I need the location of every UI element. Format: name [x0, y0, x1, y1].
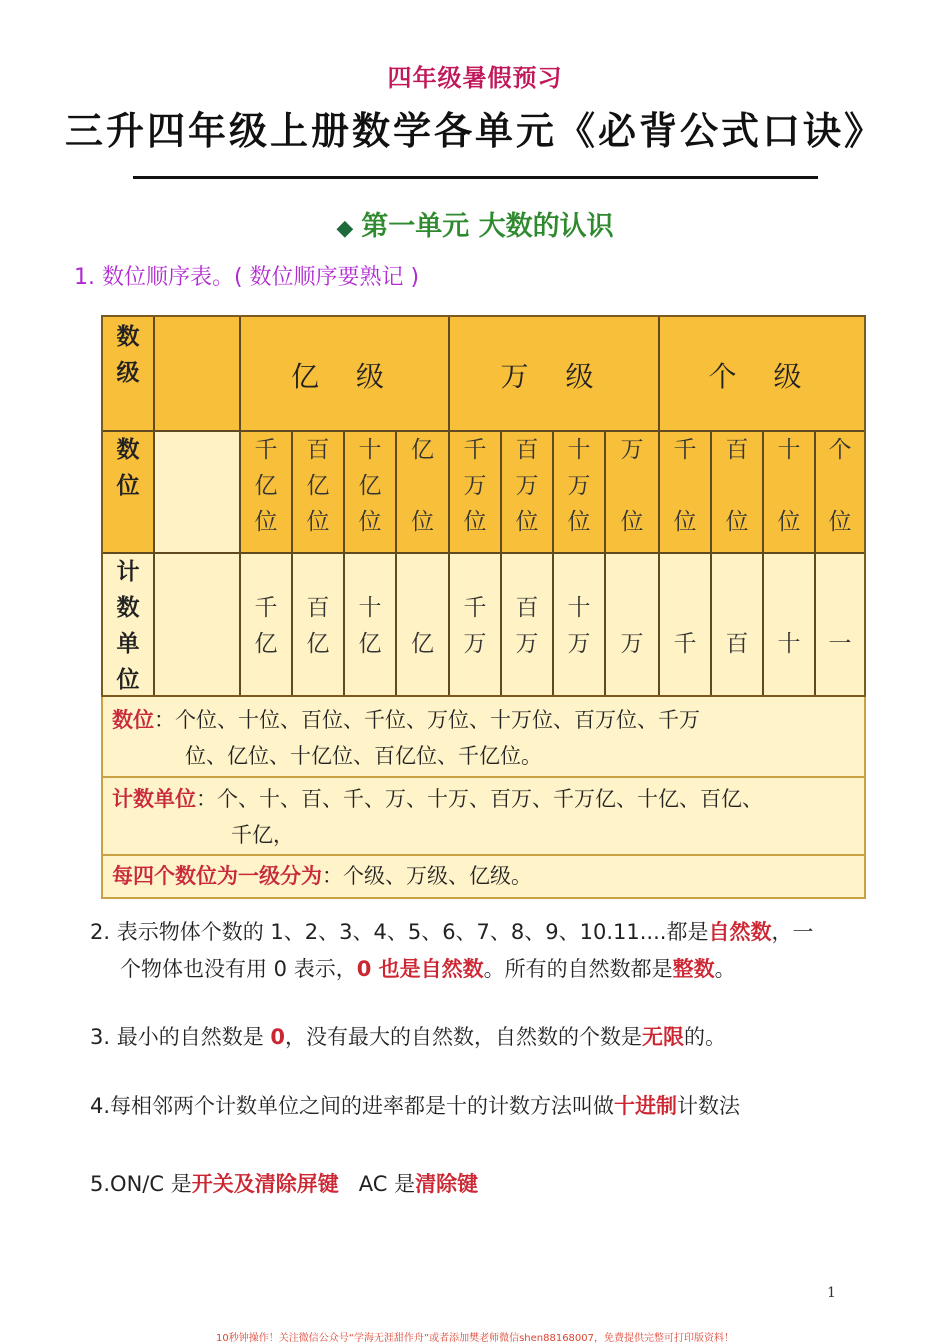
para-5: [90, 1168, 478, 1198]
place-cell: [293, 432, 345, 554]
row-label-place-cell: [103, 432, 155, 554]
note-unit: [103, 778, 864, 856]
place-value-table: [101, 315, 866, 697]
para-4-highlight: 十进制: [614, 1094, 678, 1118]
note-group-label: 每四个数位为一级分为: [112, 864, 322, 888]
para-4-text: 计数法: [677, 1094, 741, 1118]
unit-cell: [554, 554, 606, 695]
place-label: 千 位: [673, 437, 697, 535]
place-cell: [764, 432, 816, 554]
group-ge-label: 个 级: [708, 360, 816, 393]
title-divider: [133, 176, 818, 179]
place-cell: [502, 432, 554, 554]
unit-label: 亿: [411, 631, 434, 657]
place-label: 百 亿 位: [306, 437, 330, 535]
para-3-text: 的。: [684, 1025, 727, 1049]
note-place-line1: [112, 704, 700, 734]
place-cell: [450, 432, 502, 554]
group-wan-label: 万 级: [500, 360, 608, 393]
para-3: [90, 1021, 726, 1051]
para-2-highlight: 自然数: [708, 920, 772, 944]
blank-unit-cell: [155, 554, 241, 695]
page-title: 三升四年级上册数学各单元《必背公式口诀》: [64, 109, 885, 153]
para-5-highlight: 开关及清除屏键: [191, 1172, 339, 1196]
para-5-text: 5.ON/C 是: [90, 1172, 192, 1196]
group-wan-cell: [450, 317, 660, 432]
place-cell: [660, 432, 712, 554]
unit-cell: [397, 554, 450, 695]
para-2-text: 。: [714, 957, 736, 981]
place-cell: [241, 432, 293, 554]
unit-cell: [502, 554, 554, 695]
place-cell: [606, 432, 660, 554]
unit-cell: [450, 554, 502, 695]
para-2-text: 个物体也没有用 0 表示，: [120, 957, 357, 981]
para-3-highlight: 无限: [642, 1025, 685, 1049]
place-label: 亿 位: [411, 437, 434, 535]
unit-label: 百 万: [515, 595, 539, 657]
unit-cell: [816, 554, 864, 695]
para-2-text: 。所有的自然数都是: [483, 957, 673, 981]
place-cell: [554, 432, 606, 554]
subtitle: 四年级暑假预习: [387, 64, 563, 92]
para-3-text: ，没有最大的自然数，自然数的个数是: [285, 1025, 643, 1049]
place-label: 万 位: [620, 437, 644, 535]
unit-label: 千: [673, 631, 697, 657]
blank-header-cell: [155, 317, 241, 432]
group-ge-cell: [660, 317, 864, 432]
place-cell: [816, 432, 864, 554]
place-cell: [712, 432, 764, 554]
para-2-text: ，一: [771, 920, 814, 944]
unit-cell: [241, 554, 293, 695]
unit-cell: [764, 554, 816, 695]
place-label: 个 位: [828, 437, 852, 535]
unit-label: 十: [777, 631, 801, 657]
para-5-highlight: 清除键: [415, 1172, 479, 1196]
note-place-label: 数位: [112, 708, 154, 732]
note-unit-line2: 千亿，: [231, 823, 294, 847]
para-3-text: 3. 最小的自然数是: [90, 1025, 271, 1049]
place-label: 百 位: [725, 437, 749, 535]
unit-label: 十 亿: [358, 595, 382, 657]
notes-box: [101, 697, 866, 899]
page-number: 1: [827, 1285, 836, 1301]
unit-cell: [712, 554, 764, 695]
row-label-place: 数 位: [116, 437, 140, 499]
para-3-highlight: 0: [270, 1025, 286, 1049]
place-label: 十 万 位: [567, 437, 591, 535]
para-5-text: AC 是: [338, 1172, 416, 1196]
diamond-icon: ◆: [336, 216, 354, 241]
place-cell: [345, 432, 397, 554]
row-label-unit-cell: [103, 554, 155, 695]
unit-label: 百 亿: [306, 595, 330, 657]
note-place-text: ：个位、十位、百位、千位、万位、十万位、百万位、千万: [154, 708, 700, 732]
place-label: 十 亿 位: [358, 437, 382, 535]
note-unit-label: 计数单位: [112, 787, 196, 811]
place-label: 千 亿 位: [254, 437, 278, 535]
para-2-highlight: 0 也是自然数: [356, 957, 484, 981]
para-2-line1: [90, 916, 813, 946]
place-label: 百 万 位: [515, 437, 539, 535]
unit-label: 百: [725, 631, 749, 657]
unit-label: 十 万: [567, 595, 591, 657]
unit-heading-text: 第一单元 大数的认识: [361, 211, 614, 242]
note-place-line2: 位、亿位、十亿位、百亿位、千亿位。: [185, 744, 542, 768]
para-2-line2: [120, 953, 736, 983]
note-group: [103, 856, 864, 897]
unit-cell: [660, 554, 712, 695]
note-group-text: ：个级、万级、亿级。: [322, 864, 532, 888]
unit-cell: [345, 554, 397, 695]
note-unit-text: ：个、十、百、千、万、十万、百万、千万亿、十亿、百亿、: [196, 787, 763, 811]
note-group-line: [112, 860, 532, 890]
unit-heading: [0, 204, 950, 243]
note-unit-line1: [112, 783, 763, 813]
para-4: [90, 1090, 740, 1120]
unit-cell: [293, 554, 345, 695]
note-place: [103, 697, 864, 778]
group-yi-label: 亿 级: [291, 360, 398, 393]
blank-place-cell: [155, 432, 241, 554]
unit-cell: [606, 554, 660, 695]
row-label-unit: 计 数 单 位: [116, 559, 140, 693]
para-2-text: 2. 表示物体个数的 1、2、3、4、5、6、7、8、9、10.11....都是: [90, 920, 709, 944]
item-1-heading: 1. 数位顺序表。( 数位顺序要熟记 ): [74, 265, 420, 290]
group-yi-cell: [241, 317, 450, 432]
unit-label: 万: [620, 631, 644, 657]
unit-label: 一: [828, 631, 852, 657]
unit-label: 千 亿: [254, 595, 278, 657]
para-4-text: 4.每相邻两个计数单位之间的进率都是十的计数方法叫做: [90, 1094, 615, 1118]
para-2-highlight: 整数: [672, 957, 715, 981]
place-label: 十 位: [777, 437, 801, 535]
row-label-level-cell: [103, 317, 155, 432]
row-label-level: 数 级: [116, 324, 140, 386]
place-label: 千 万 位: [463, 437, 487, 535]
place-cell: [397, 432, 450, 554]
footer-watermark: 10秒钟操作！关注微信公众号“学海无涯甜作舟”或者添加樊老师微信shen88168007，免费提供完整可打印版资料！: [215, 1333, 735, 1344]
unit-label: 千 万: [463, 595, 487, 657]
